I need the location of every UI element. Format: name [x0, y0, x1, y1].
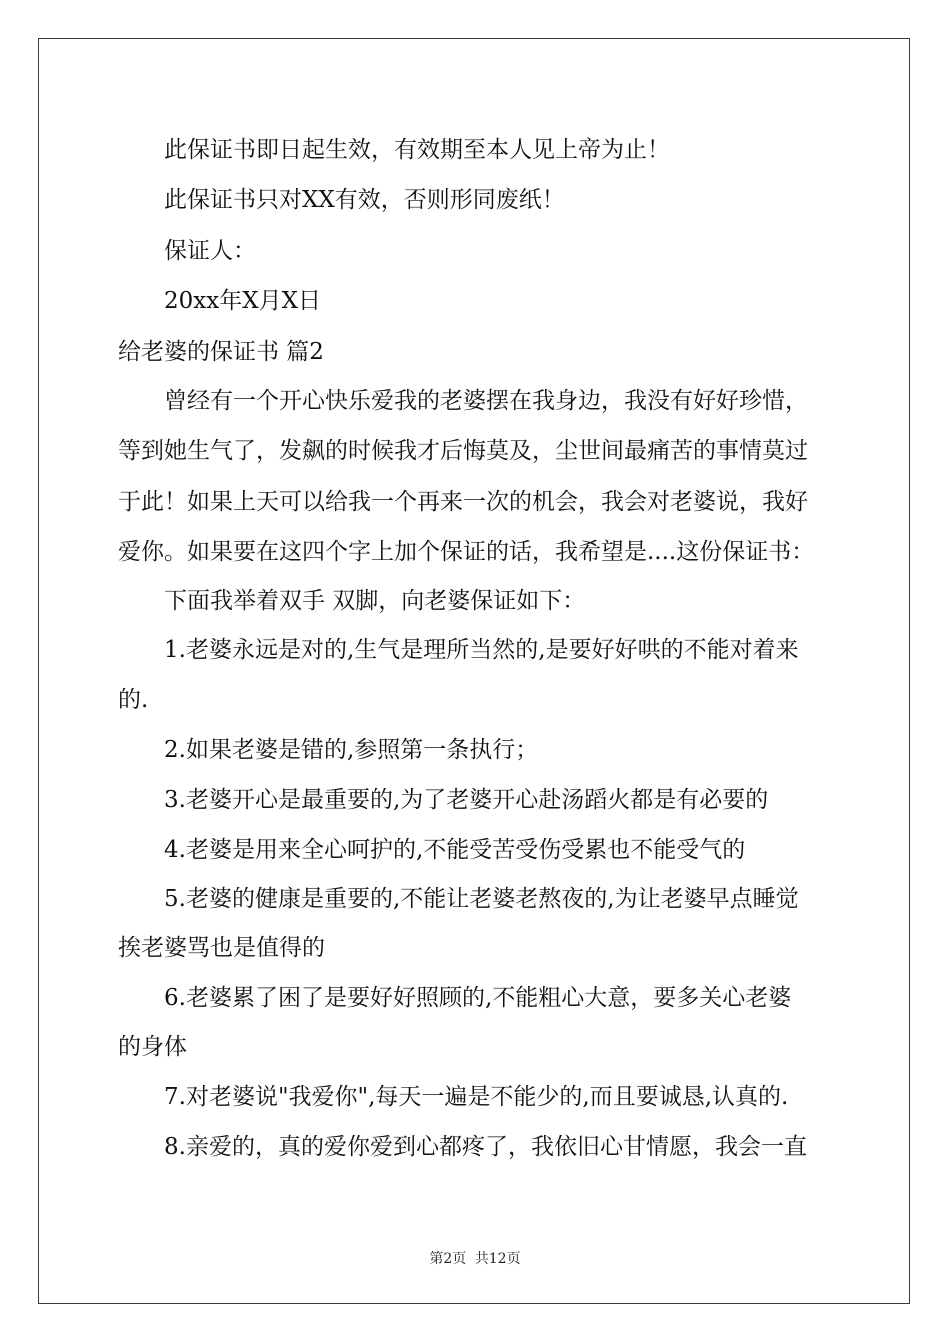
- list-item: 5.老婆的健康是重要的,不能让老婆老熬夜的,为让老婆早点睡觉: [164, 886, 799, 912]
- list-item-continuation: 的身体: [118, 1034, 187, 1060]
- list-item: 3.老婆开心是最重要的,为了老婆开心赴汤蹈火都是有必要的: [164, 787, 769, 813]
- list-item-continuation: 挨老婆骂也是值得的: [118, 935, 325, 961]
- page-footer: [0, 1248, 950, 1268]
- list-item: 8.亲爱的，真的爱你爱到心都疼了，我依旧心甘情愿，我会一直: [164, 1134, 807, 1160]
- paragraph-line: 爱你。如果要在这四个字上加个保证的话，我希望是....这份保证书：: [118, 539, 815, 565]
- paragraph-line: 曾经有一个开心快乐爱我的老婆摆在我身边，我没有好好珍惜，: [164, 388, 808, 414]
- list-item: 4.老婆是用来全心呵护的,不能受苦受伤受累也不能受气的: [164, 837, 746, 863]
- list-item: 6.老婆累了困了是要好好照顾的,不能粗心大意，要多关心老婆: [164, 985, 792, 1011]
- paragraph-line: 保证人：: [164, 238, 256, 264]
- paragraph-line: 等到她生气了，发飙的时候我才后悔莫及，尘世间最痛苦的事情莫过: [118, 438, 808, 464]
- list-item-continuation: 的.: [118, 687, 149, 713]
- page-border: [38, 38, 910, 1304]
- list-item: 7.对老婆说"我爱你",每天一遍是不能少的,而且要诚恳,认真的.: [164, 1084, 789, 1110]
- list-item: 2.如果老婆是错的,参照第一条执行；: [164, 737, 539, 763]
- paragraph-line: 20xx年X月X日: [164, 288, 321, 314]
- paragraph-line: 此保证书只对XX有效，否则形同废纸！: [164, 187, 565, 213]
- list-item: 1.老婆永远是对的,生气是理所当然的,是要好好哄的不能对着来: [164, 637, 799, 663]
- page-total: 共12页: [474, 1251, 521, 1267]
- paragraph-line: 下面我举着双手 双脚，向老婆保证如下：: [164, 588, 586, 614]
- section-heading: 给老婆的保证书 篇2: [118, 339, 324, 365]
- paragraph-line: 此保证书即日起生效，有效期至本人见上帝为止！: [164, 137, 670, 163]
- page-number: 第2页: [429, 1251, 467, 1267]
- paragraph-line: 于此！如果上天可以给我一个再来一次的机会，我会对老婆说，我好: [118, 489, 808, 515]
